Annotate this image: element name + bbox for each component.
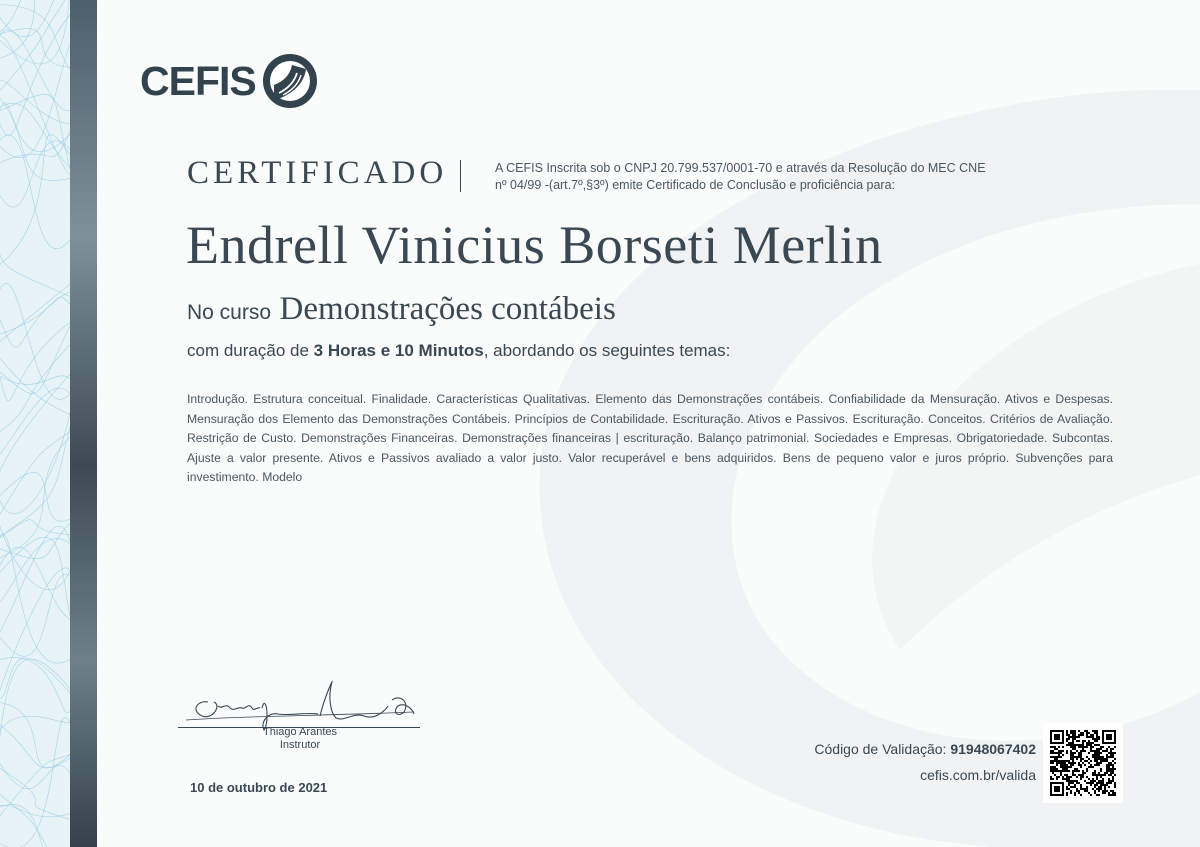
duration-suffix: , abordando os seguintes temas: [483,341,731,360]
validation-code: 91948067402 [950,741,1036,757]
qr-code-icon [1050,730,1116,796]
cefis-logo [140,52,318,110]
course-prefix: No curso [187,301,272,324]
course-line [187,291,616,328]
issuer-line-1: A CEFIS Inscrita sob o CNPJ 20.799.537/0001-70 e através da Resolução do MEC CNE [495,161,986,175]
decorative-pattern-strip [0,0,70,847]
issuer-line-2: nº 04/99 -(art.7º,§3º) emite Certificado de Conclusão e proficiência para: [495,178,896,192]
signature-block [178,672,422,762]
guilloche-pattern-icon [0,0,70,847]
course-topics: Introdução. Estrutura conceitual. Finalidade. Características Qualitativas. Elemento das Demonstrações contábeis. Confiabilidade da Mensuração. Ativos e Despesas. Mensuração dos Elemento das Demonstrações Contábeis. Princípios de Contabilidade. Escrituração. Ativos e Passivos. Escrituração. Conceitos. Critérios de Avaliação. Restrição de Custo. Demonstrações Financeiras. Demonstrações financeiras | escrituração. Balanço patrimonial. Sociedades e Empresas. Obrigatoriedade. Subcontas. Ajuste a valor presente. Ativos e Passivos avaliado a valor justo. Valor recuperável e bens adquiridos. Bens de pequeno valor e juros próprio. Subvenções para investimento. Modelo [187,392,1113,484]
certificate-title: CERTIFICADO [187,155,448,191]
instructor-role: Instrutor [279,739,321,751]
duration-value: 3 Horas e 10 Minutos [313,341,484,360]
side-color-bar [70,0,97,847]
title-divider [460,160,461,192]
instructor-name: Thiago Arantes [263,726,337,738]
validation-block [814,740,1036,784]
course-name: Demonstrações contábeis [279,291,616,327]
duration-line [187,341,730,361]
validation-code-row [814,740,1036,758]
issue-date: 10 de outubro de 2021 [190,780,328,795]
recipient-name: Endrell Vinicius Borseti Merlin [186,215,883,275]
duration-prefix: com duração de [187,341,309,360]
open-book-circle-icon [262,53,318,109]
validation-url-link[interactable]: cefis.com.br/valida [920,767,1036,783]
handwritten-signature-icon [178,672,422,732]
issuer-statement [495,160,1015,194]
validation-label: Código de Validação: [814,741,947,757]
logo-wordmark: CEFIS [140,57,256,104]
qr-code[interactable] [1043,723,1123,803]
